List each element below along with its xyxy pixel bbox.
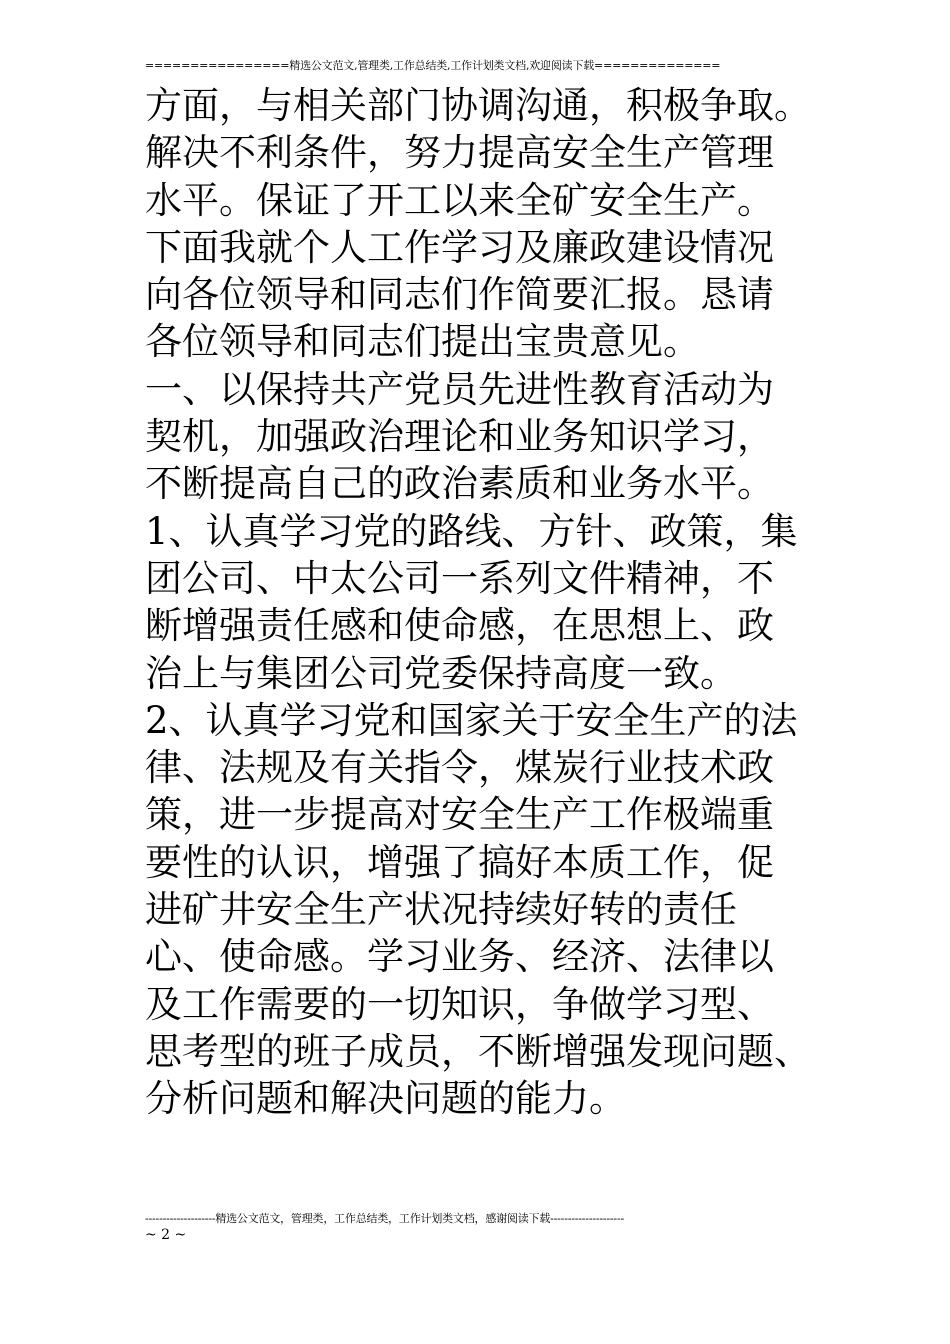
body-line: 心、使命感。学习业务、经济、法律以 xyxy=(145,935,774,979)
document-body xyxy=(145,82,825,1123)
body-line: 契机，加强政治理论和业务知识学习， xyxy=(145,415,774,459)
body-line: 下面我就个人工作学习及廉政建设情况 xyxy=(145,225,774,269)
body-line: 分析问题和解决问题的能力。 xyxy=(145,1077,626,1121)
body-line: 各位领导和同志们提出宝贵意见。 xyxy=(145,320,700,364)
body-line: 向各位领导和同志们作简要汇报。恳请 xyxy=(145,273,774,317)
page-footer: --------------------精选公文范文，管理类，工作总结类，工作计划类文档，感谢阅读下载--------------------- xyxy=(145,1212,624,1225)
body-line: 律、法规及有关指令，煤炭行业技术政 xyxy=(145,746,774,790)
body-line: 治上与集团公司党委保持高度一致。 xyxy=(145,651,737,695)
body-line: 不断提高自己的政治素质和业务水平。 xyxy=(145,462,774,506)
body-line: 思考型的班子成员，不断增强发现问题、 xyxy=(145,1029,811,1073)
body-line: 及工作需要的一切知识，争做学习型、 xyxy=(145,982,774,1026)
list-item-2: 2、认真学习党和国家关于安全生产的法 xyxy=(145,698,798,742)
body-line: 断增强责任感和使命感，在思想上、政 xyxy=(145,604,774,648)
body-line: 水平。保证了开工以来全矿安全生产。 xyxy=(145,178,774,222)
page-number: ~ 2 ~ xyxy=(145,1227,187,1243)
body-line: 要性的认识，增强了搞好本质工作，促 xyxy=(145,840,774,884)
body-line: 策，进一步提高对安全生产工作极端重 xyxy=(145,793,774,837)
section-heading: 一、以保持共产党员先进性教育活动为 xyxy=(145,367,774,411)
body-line: 团公司、中太公司一系列文件精神，不 xyxy=(145,556,774,600)
body-line: 方面，与相关部门协调沟通，积极争取。 xyxy=(145,84,811,127)
list-item-1: 1、认真学习党的路线、方针、政策，集 xyxy=(145,509,798,553)
body-line: 进矿井安全生产状况持续好转的责任 xyxy=(145,888,737,932)
page-header: ================精选公文范文,管理类,工作总结类,工作计划类文档,欢迎阅读下载============== xyxy=(145,59,721,72)
body-line: 解决不利条件，努力提高安全生产管理 xyxy=(145,131,774,175)
